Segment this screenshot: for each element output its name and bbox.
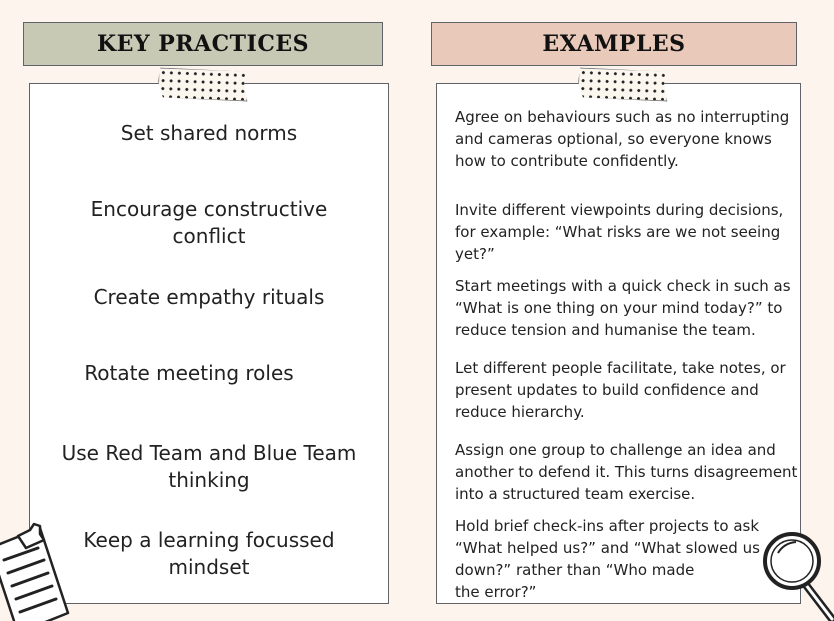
key-practices-header [23, 22, 383, 66]
practice-item: Keep a learning focussed mindset [83, 528, 335, 579]
practice-item: Encourage constructive conflict [90, 197, 328, 248]
example-item: Invite different viewpoints during decisions, for example: “What risks are we not seeing yet?” [455, 201, 784, 263]
polka-dot-tape [157, 67, 248, 101]
example-item: Hold brief check-ins after projects to ask “What helped us?” and “What slowed us down?” rather than “Who made the error?” [455, 517, 760, 601]
examples-header [431, 22, 797, 66]
key-practices-card [29, 83, 389, 604]
key-practices-title: KEY PRACTICES [97, 31, 309, 57]
example-item: Agree on behaviours such as no interrupting and cameras optional, so everyone knows how to contribute confidently. [455, 108, 790, 170]
practice-item: Rotate meeting roles [84, 361, 294, 385]
examples-title: EXAMPLES [542, 31, 686, 57]
examples-card [436, 83, 801, 604]
example-item: Assign one group to challenge an idea and another to defend it. This turns disagreement into a structured team exercise. [455, 441, 798, 503]
practice-item: Set shared norms [120, 121, 298, 145]
example-item: Let different people facilitate, take notes, or present updates to build confidence and reduce hierarchy. [455, 359, 786, 421]
magnifying-glass-icon [762, 525, 834, 621]
clipboard-icon [0, 518, 70, 621]
example-item: Start meetings with a quick check in such as “What is one thing on your mind today?” to reduce tension and humanise the team. [455, 277, 791, 339]
polka-dot-tape [577, 67, 668, 101]
practice-item: Create empathy rituals [93, 285, 325, 309]
practice-item: Use Red Team and Blue Team thinking [61, 441, 357, 492]
